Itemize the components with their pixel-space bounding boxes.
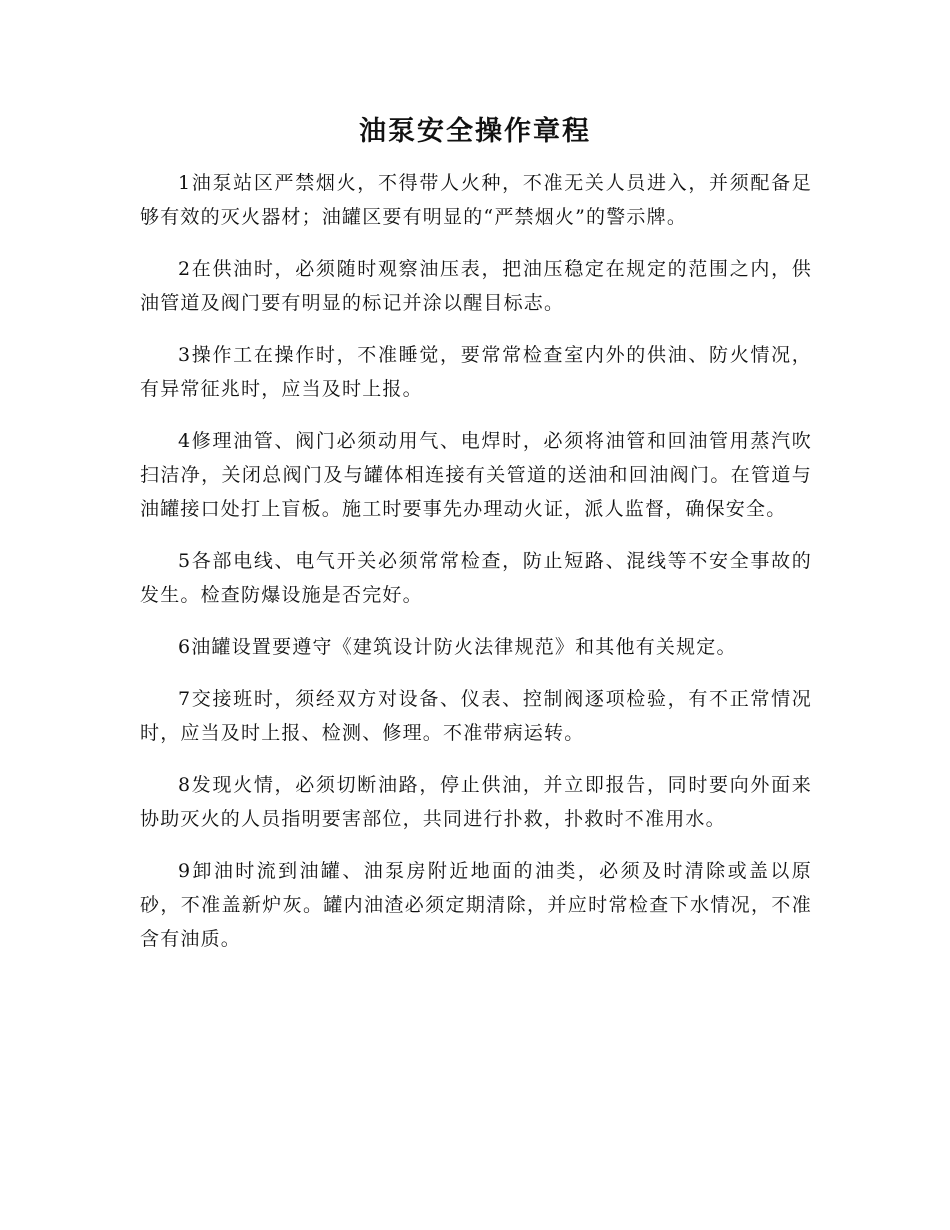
paragraph-9: 9卸油时流到油罐、油泵房附近地面的油类，必须及时清除或盖以原砂，不准盖新炉灰。罐内油渣必须定期清除，并应时常检查下水情况，不准含有油质。 xyxy=(140,860,812,950)
document-title: 油泵安全操作章程 xyxy=(359,116,591,147)
paragraph-5: 5各部电线、电气开关必须常常检查，防止短路、混线等不安全事故的发生。检查防爆设施是否完好。 xyxy=(140,550,812,606)
paragraph-8: 8发现火情，必须切断油路，停止供油，并立即报告，同时要向外面来协助灭火的人员指明要害部位，共同进行扑救，扑救时不准用水。 xyxy=(140,774,812,830)
paragraph-3: 3操作工在操作时，不准睡觉，要常常检查室内外的供油、防火情况，有异常征兆时，应当及时上报。 xyxy=(140,344,812,400)
paragraph-2: 2在供油时，必须随时观察油压表，把油压稳定在规定的范围之内，供油管道及阀门要有明显的标记并涂以醒目标志。 xyxy=(140,258,812,314)
document-body xyxy=(140,166,812,974)
paragraph-1: 1油泵站区严禁烟火，不得带人火种，不准无关人员进入，并须配备足够有效的灭火器材；油罐区要有明显的“严禁烟火”的警示牌。 xyxy=(140,172,812,228)
paragraph-6: 6油罐设置要遵守《建筑设计防火法律规范》和其他有关规定。 xyxy=(178,636,737,658)
paragraph-7: 7交接班时，须经双方对设备、仪表、控制阀逐项检验，有不正常情况时，应当及时上报、检测、修理。不准带病运转。 xyxy=(140,688,812,744)
paragraph-4: 4修理油管、阀门必须动用气、电焊时，必须将油管和回油管用蒸汽吹扫洁净，关闭总阀门及与罐体相连接有关管道的送油和回油阀门。在管道与油罐接口处打上盲板。施工时要事先办理动火证，派人监督，确保安全。 xyxy=(140,430,812,520)
